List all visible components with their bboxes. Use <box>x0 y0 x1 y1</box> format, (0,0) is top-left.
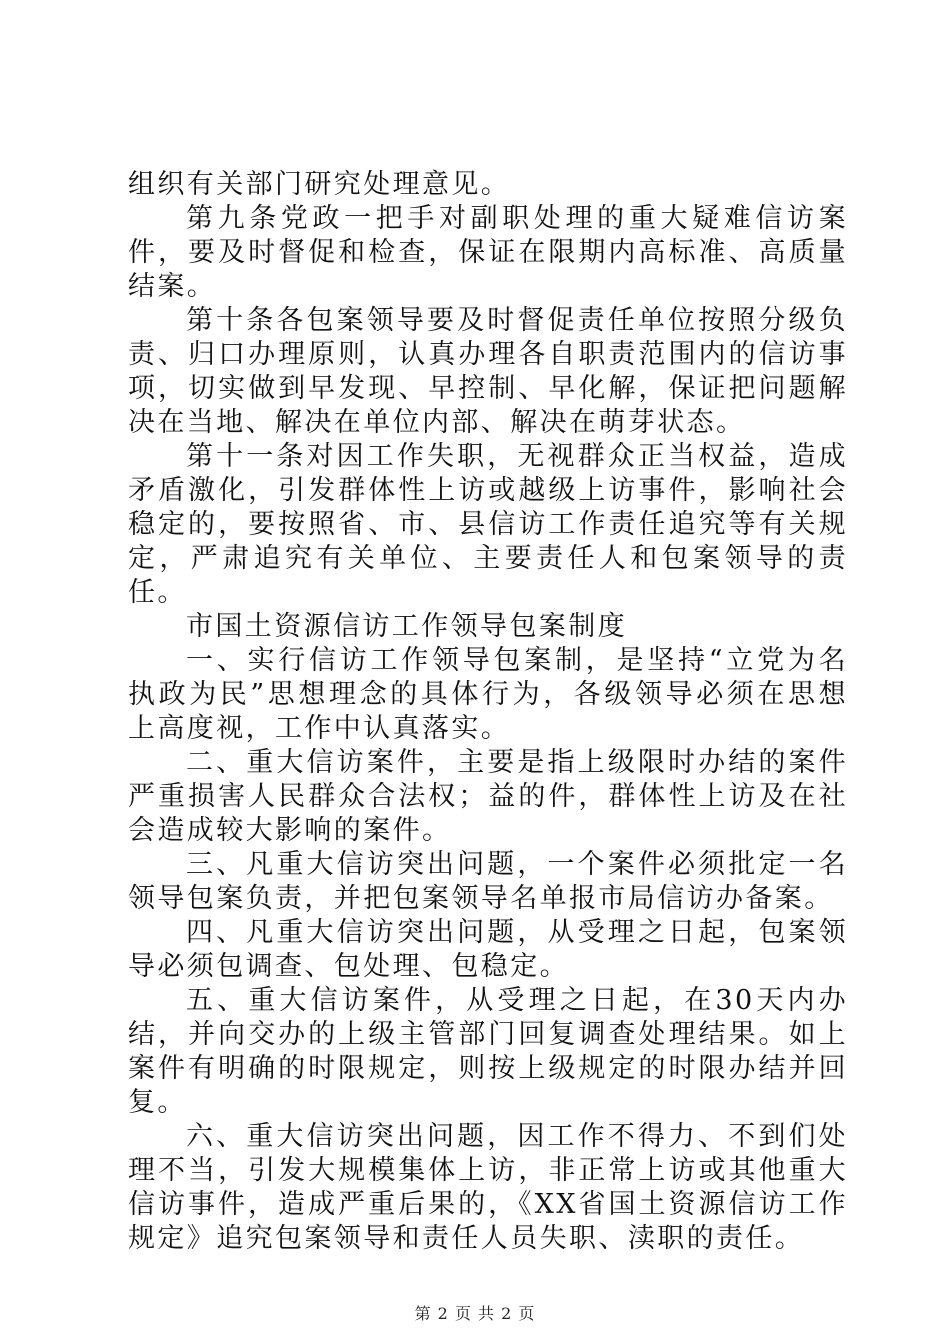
paragraph-item-4: 四、凡重大信访突出问题，从受理之日起，包案领导必须包调查、包处理、包稳定。 <box>128 917 848 982</box>
paragraph-item-1: 一、实行信访工作领导包案制，是坚持“立党为名执政为民”思想理念的具体行为，各级领导必须在思想上高度视，工作中认真落实。 <box>128 645 848 744</box>
section-heading: 市国土资源信访工作领导包案制度 <box>186 611 627 642</box>
paragraph-item-6: 六、重大信访突出问题，因工作不得力、不到们处理不当，引发大规模集体上访，非正常上访或其他重大信访事件，造成严重后果的，《XX省国土资源信访工作规定》追究包案领导和责任人员失职、渎职的责任。 <box>128 1121 848 1254</box>
paragraph-item-3: 三、凡重大信访突出问题，一个案件必须批定一名领导包案负责，并把包案领导名单报市局信访办备案。 <box>128 849 848 914</box>
paragraph-continuation: 组织有关部门研究处理意见。 <box>128 169 511 200</box>
paragraph-article-9: 第九条党政一把手对副职处理的重大疑难信访案件，要及时督促和检查，保证在限期内高标准、高质量结案。 <box>128 203 848 302</box>
paragraph-article-11: 第十一条对因工作失职，无视群众正当权益，造成矛盾激化，引发群体性上访或越级上访事件，影响社会稳定的，要按照省、市、县信访工作责任追究等有关规定，严肃追究有关单位、主要责任人和包案领导的责任。 <box>128 441 848 608</box>
page-footer: 第 2 页 共 2 页 <box>414 1304 536 1323</box>
paragraph-article-10: 第十条各包案领导要及时督促责任单位按照分级负责、归口办理原则，认真办理各自职责范围内的信访事项，切实做到早发现、早控制、早化解，保证把问题解决在当地、解决在单位内部、解决在萌芽状态。 <box>128 305 848 438</box>
document-body <box>128 168 848 1256</box>
paragraph-item-5: 五、重大信访案件，从受理之日起，在30天内办结，并向交办的上级主管部门回复调查处理结果。如上案件有明确的时限规定，则按上级规定的时限办结并回复。 <box>128 985 848 1118</box>
paragraph-item-2: 二、重大信访案件，主要是指上级限时办结的案件严重损害人民群众合法权；益的件，群体性上访及在社会造成较大影响的案件。 <box>128 747 848 846</box>
